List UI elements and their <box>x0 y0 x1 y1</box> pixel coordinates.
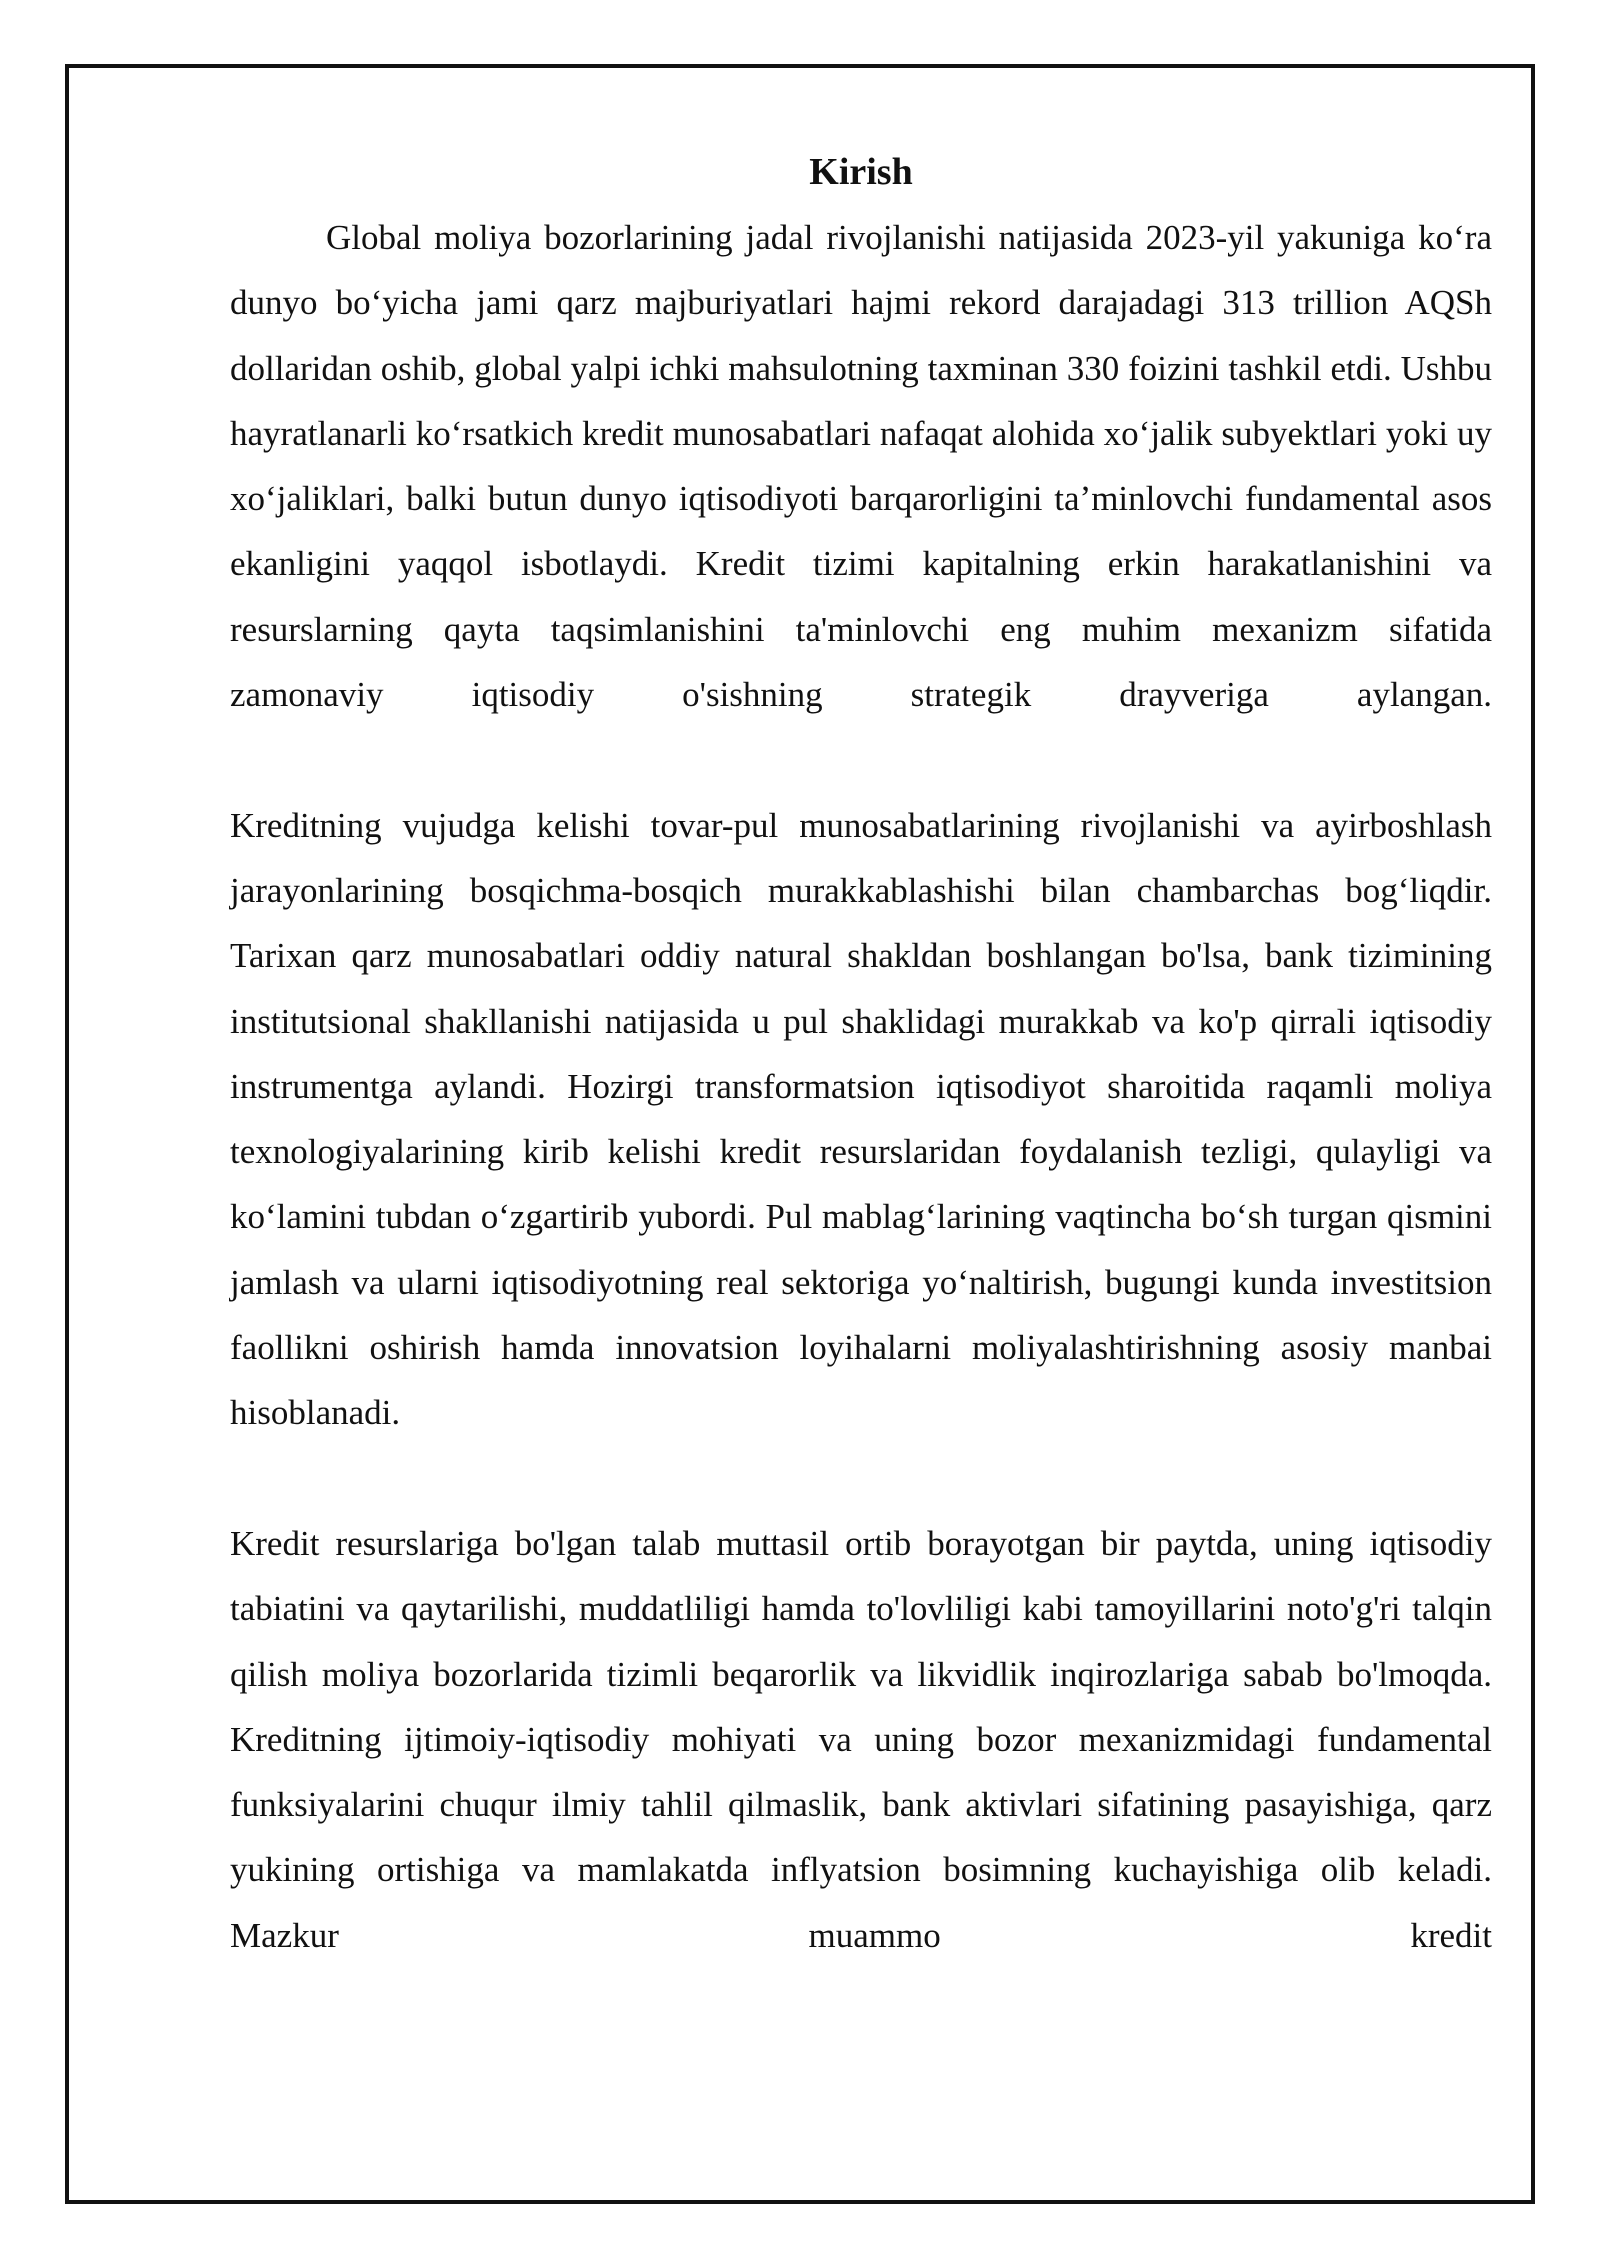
paragraph-2: Kreditning vujudga kelishi tovar-pul munosabatlarining rivojlanishi va ayirboshlash jarayonlarining bosqichma-bosqich murakkablashishi bilan chambarchas bogʻliqdir. Tarixan qarz munosabatlari oddiy natural shakldan boshlangan bo'lsa, bank tizimining institutsional shakllanishi natijasida u pul shaklidagi murakkab va ko'p qirrali iqtisodiy instrumentga aylandi. Hozirgi transformatsion iqtisodiyot sharoitida raqamli moliya texnologiyalarining kirib kelishi kredit resurslaridan foydalanish tezligi, qulayligi va koʻlamini tubdan oʻzgartirib yubordi. Pul mablagʻlarining vaqtincha boʻsh turgan qismini jamlash va ularni iqtisodiyotning real sektoriga yoʻnaltirish, bugungi kunda investitsion faollikni oshirish hamda innovatsion loyihalarni moliyalashtirishning asosiy manbai hisoblanadi. <box>230 805 1492 1433</box>
paragraph-1: Global moliya bozorlarining jadal rivojlanishi natijasida 2023-yil yakuniga koʻra dunyo boʻyicha jami qarz majburiyatlari hajmi rekord darajadagi 313 trillion AQSh dollaridan oshib, global yalpi ichki mahsulotning taxminan 330 foizini tashkil etdi. Ushbu hayratlanarli koʻrsatkich kredit munosabatlari nafaqat alohida xoʻjalik subyektlari yoki uy xoʻjaliklari, balki butun dunyo iqtisodiyoti barqarorligini taʼminlovchi fundamental asos ekanligini yaqqol isbotlaydi. Kredit tizimi kapitalning erkin harakatlanishini va resurslarning qayta taqsimlanishini ta'minlovchi eng muhim mexanizm sifatida zamonaviy iqtisodiy o'sishning strategik drayveriga aylangan. <box>230 218 1492 715</box>
paragraph-gap <box>230 727 1492 792</box>
document-body <box>230 140 1492 1968</box>
paragraph-3: Kredit resurslariga bo'lgan talab muttasil ortib borayotgan bir paytda, uning iqtisodiy tabiatini va qaytarilishi, muddatliligi hamda to'lovliligi kabi tamoyillarini noto'g'ri talqin qilish moliya bozorlarida tizimli beqarorlik va likvidlik inqirozlariga sabab bo'lmoqda. Kreditning ijtimoiy-iqtisodiy mohiyati va uning bozor mexanizmidagi fundamental funksiyalarini chuqur ilmiy tahlil qilmaslik, bank aktivlari sifatining pasayishiga, qarz yukining ortishiga va mamlakatda inflyatsion bosimning kuchayishiga olib keladi. Mazkur muammo kredit <box>230 1523 1492 1955</box>
paragraph-gap <box>230 1446 1492 1511</box>
document-title: Kirish <box>809 151 913 193</box>
